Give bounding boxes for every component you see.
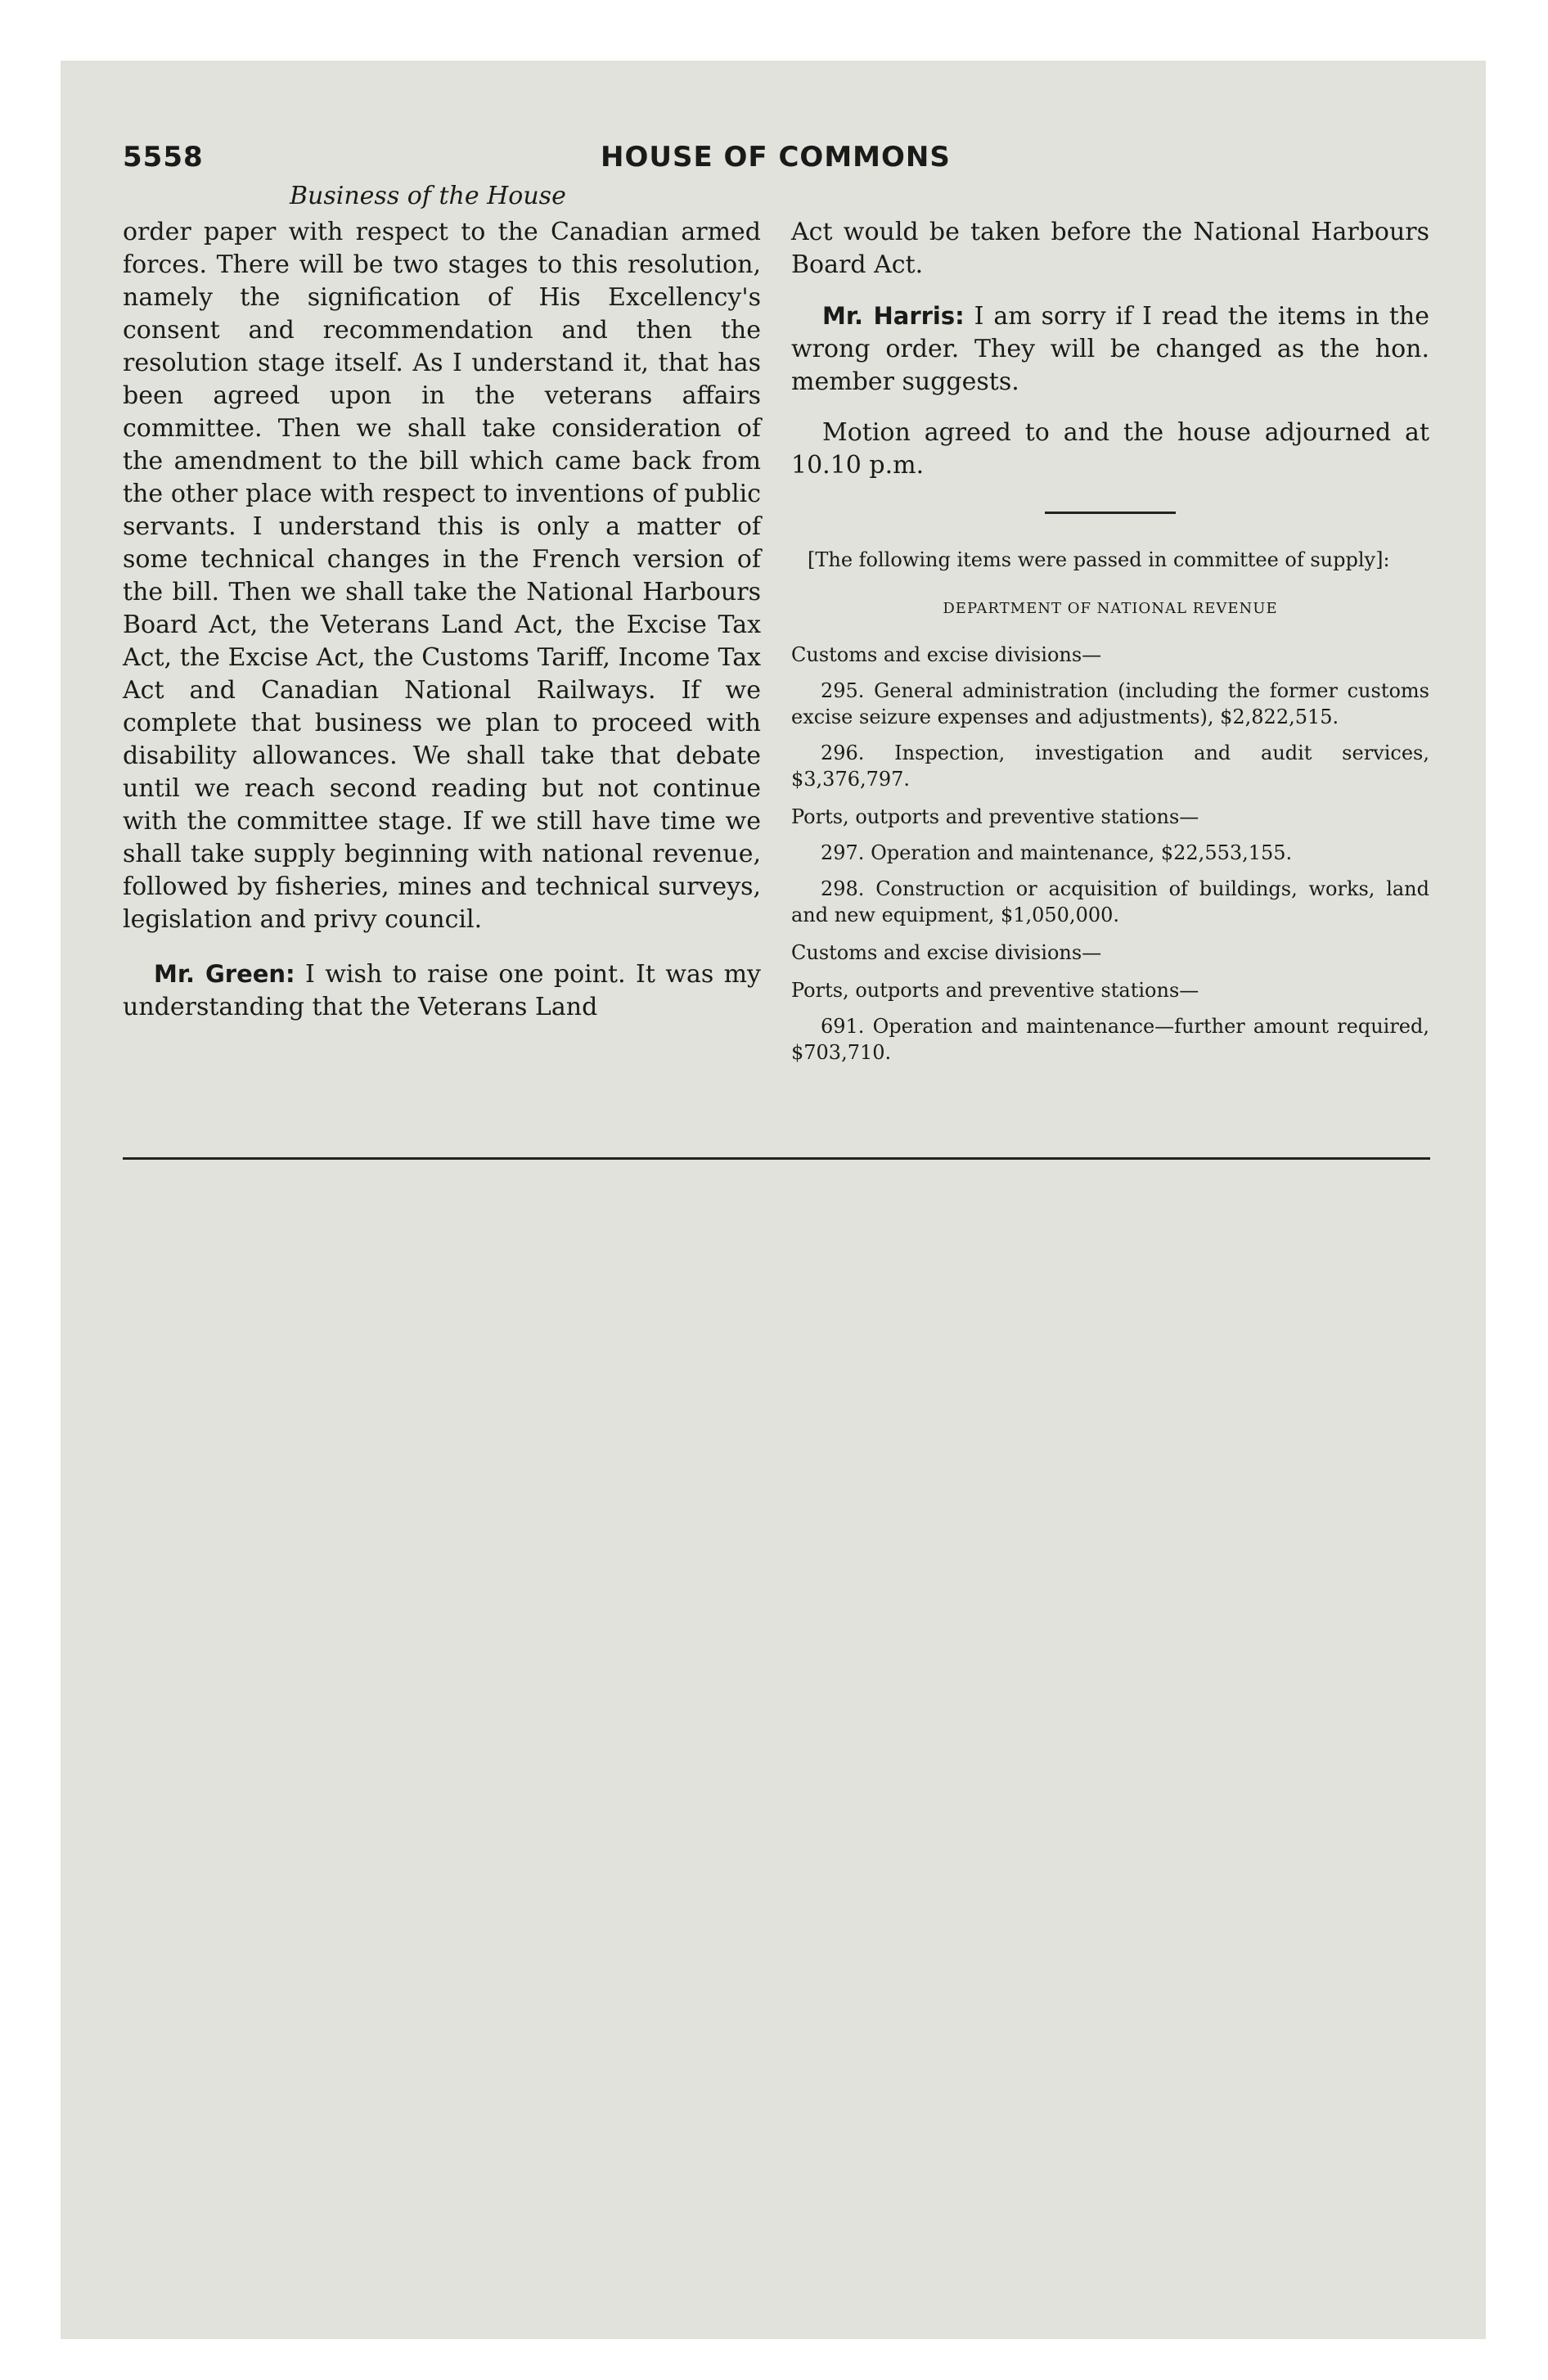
left-column [123,216,761,1024]
right-paragraph-3: Motion agreed to and the house adjourned at 10.10 p.m. [791,418,1429,480]
supply-item-691: 691. Operation and maintenance—further amount required, $703,710. [791,1015,1429,1064]
supply-item-298: 298. Construction or acquisition of buildings, works, land and new equipment, $1,050,000. [791,877,1429,926]
speech-text: I am sorry if I read the items in the wrong order. They will be changed as the hon. member suggests. [791,302,1429,396]
subheading-ports-2: Ports, outports and preventive stations— [791,979,1199,1002]
speaker-name: Mr. Green: [154,960,295,988]
subheading-customs-2: Customs and excise divisions— [791,941,1102,964]
speech-text: I wish to raise one point. It was my understanding that the Veterans Land [123,960,761,1021]
supply-item-295: 295. General administration (including the former customs excise seizure expenses and adjustments), $2,822,515. [791,679,1429,728]
right-paragraph-1: Act would be taken before the National Harbours Board Act. [791,218,1429,279]
supply-item-297: 297. Operation and maintenance, $22,553,155. [821,841,1293,864]
supply-item-296: 296. Inspection, investigation and audit services, $3,376,797. [791,741,1429,791]
left-paragraph-2 [123,958,761,1024]
department-heading: DEPARTMENT OF NATIONAL REVENUE [943,600,1278,617]
page-title: HOUSE OF COMMONS [601,141,951,174]
bottom-rule [123,1157,1430,1160]
page-number: 5558 [123,141,204,174]
subheading-ports-1: Ports, outports and preventive stations— [791,805,1199,828]
supply-intro: [The following items were passed in committee of supply]: [808,548,1390,571]
speaker-name: Mr. Harris: [822,302,965,330]
right-paragraph-2 [791,300,1429,399]
supply-items [791,547,1429,1066]
right-column [791,216,1429,1066]
left-paragraph-1: order paper with respect to the Canadian armed forces. There will be two stages to this resolution, namely the signification of His Excellency's consent and recommendation and then the resolution stage itself. As I understand it, that has been agreed upon in the veterans affairs committee. Then we shall take consideration of the amendment to the bill which came back from the other place with respect to inventions of public servants. I understand this is only a matter of some technical changes in the French version of the bill. Then we shall take the National Harbours Board Act, the Veterans Land Act, the Excise Tax Act, the Excise Act, the Customs Tariff, Income Tax Act and Canadian National Railways. If we complete that business we plan to proceed with disability allowances. We shall take that debate until we reach second reading but not continue with the committee stage. If we still have time we shall take supply beginning with national revenue, followed by fisheries, mines and technical surveys, legislation and privy council. [123,218,761,934]
subheading-customs-1: Customs and excise divisions— [791,643,1102,666]
document-page [61,61,1486,2339]
section-subtitle: Business of the House [290,182,566,210]
section-divider [1045,512,1176,514]
